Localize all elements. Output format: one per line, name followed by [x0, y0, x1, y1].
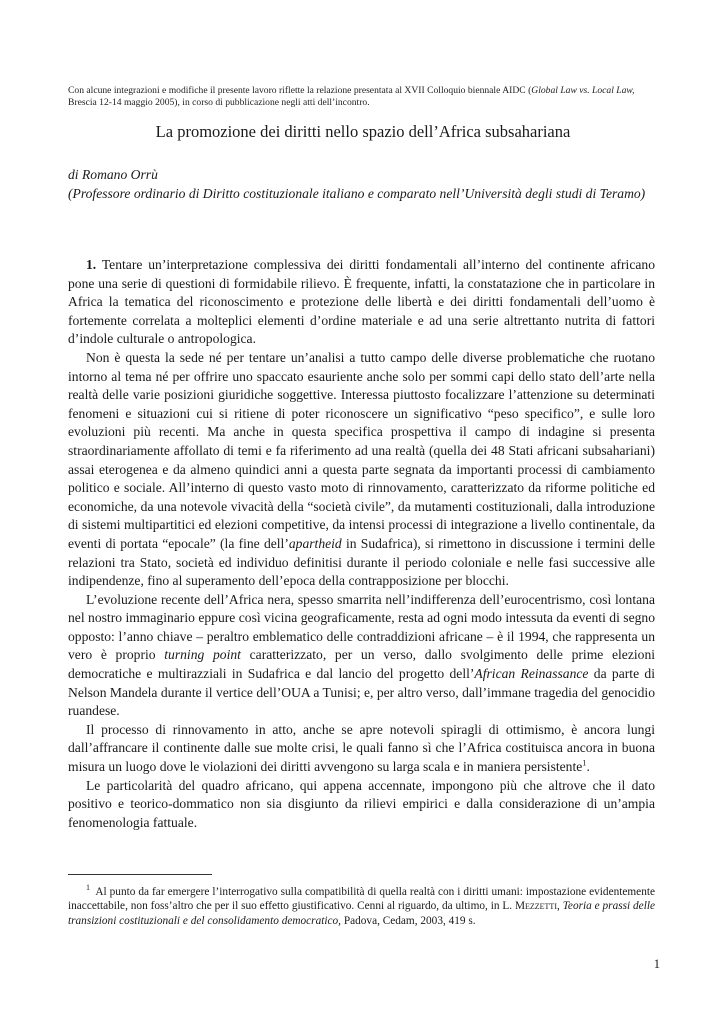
paragraph-3-text-end: da parte di Nelson Mandela durante il vertice dell’OUA a Tunisi; e, per altro verso, dall’immane tragedia del genocidio ruandese. [68, 666, 656, 719]
paragraph-4-text-end: . [586, 759, 590, 775]
header-note-text: Con alcune integrazioni e modifiche il presente lavoro riflette la relazione presentata al XVII Colloquio biennale AIDC ( [68, 85, 532, 96]
header-note-italic: Global Law vs. Local Law, [531, 85, 635, 96]
page-number: 1 [653, 957, 660, 971]
paragraph-3-text: L’evoluzione recente dell’Africa nera, spesso smarrita nell’indifferenza dell’eurocentrismo, così lontana nel nostro immaginario eppure così vicina geograficamente, resta ad ogni modo intessuta da eventi di segno opposto: l’anno chiave – peraltro emblematico delle contraddizioni africane – è il 1994, che rappresenta un vero è proprio [68, 591, 655, 663]
paragraph-4 [68, 721, 655, 777]
paragraph-3-italic-2: African Reinassance [474, 666, 589, 682]
section-number: 1. [86, 257, 97, 272]
body-text [68, 256, 655, 832]
paragraph-2-text: Non è questa la sede né per tentare un’analisi a tutto campo delle diverse problematiche che ruotano intorno al tema né per offrire uno spaccato esauriente anche solo per sommi capi dello stato dell’arte nella realtà delle varie posizioni giuridiche soggettive. Interessa piuttosto focalizzare l’attenzione su determinati fenomeni e situazioni cui si ritiene di poter riconoscere un significativo “peso specifico”, e sulle loro evoluzioni più recenti. Ma anche in questa specifica prospettiva il campo di indagine si presenta straordinariamente affollato di temi e fa riferimento ad una realtà (quella dei 48 Stati africani subsahariani) assai eterogenea e da almeno quindici anni a questa parte segnata da importanti processi di cambiamento politico e sociale. All’interno di questo vasto moto di rinnovamento, caratterizzato da riforme politiche ed economiche, da una notevole vivacità della “società civile”, da mutamenti costituzionali, dalla introduzione di sistemi multipartitici ed elezioni competitive, da intensi processi di integrazione a livello continentale, da eventi di portata “epocale” (la fine dell’ [68, 349, 655, 551]
author-affiliation: (Professore ordinario di Diritto costituzionale italiano e comparato nell’Università degli studi di Teramo) [68, 185, 646, 201]
paragraph-1-text: Tentare un’interpretazione complessiva dei diritti fondamentali all’interno del continente africano pone una serie di questioni di formidabile rilievo. È frequente, infatti, la constatazione che in particolare in Africa la tematica del riconoscimento e protezione delle libertà e dei diritti fondamentali dell’uomo è fortemente correlata a molteplici elementi d’ordine materiale e ad una serie altrettanto nutrita di fattori d’indole culturale o antropologica. [68, 257, 655, 347]
footnote-text-end: , Padova, Cedam, 2003, 419 s. [338, 914, 476, 927]
paragraph-2 [68, 349, 655, 591]
footnote-1 [68, 885, 655, 928]
paragraph-2-italic: apartheid [288, 535, 342, 551]
author-block [68, 166, 658, 203]
author-byline: di Romano Orrù [68, 167, 158, 182]
footnote-book-title: Teoria e prassi delle transizioni costituzionali e del consolidamento democratico [68, 900, 655, 927]
paragraph-3 [68, 591, 655, 721]
paragraph-3-italic-1: turning point [164, 647, 241, 663]
paragraph-5 [68, 777, 655, 833]
document-title: La promozione dei diritti nello spazio dell’Africa subsahariana [155, 122, 571, 141]
footnote-text: Al punto da far emergere l’interrogativo sulla compatibilità di quella realtà con i diritti umani: impostazione evidentemente inaccettabile, non foss’altro che per il suo effetto giustificativo. Cenni al riguardo, da ultimo, in L. [68, 886, 655, 913]
header-note-text-end: Brescia 12-14 maggio 2005), in corso di pubblicazione negli atti dell’incontro. [68, 97, 370, 108]
footnote-reference[interactable]: 1 [582, 757, 587, 768]
footnote-divider [68, 874, 212, 875]
footnote-text-sep: , [556, 900, 563, 913]
paragraph-3-text-mid: caratterizzato, per un verso, dallo svolgimento delle prime elezioni democratiche e multirazziali in Sudafrica e dal lancio del progetto dell’ [68, 647, 656, 682]
paragraph-4-text: Il processo di rinnovamento in atto, anche se apre notevoli spiragli di ottimismo, è ancora lungi dall’affrancare il continente dalle sue molte crisi, le quali fanno sì che l’Africa costituisca ancora in buona misura un luogo dove le violazioni dei diritti avvengono su larga scala e in maniera persistente [68, 721, 655, 775]
paragraph-2-text-end: in Sudafrica), si rimettono in discussione i termini delle relazioni tra Stato, società ed individuo definitisi durante il periodo coloniale e nelle fasi successive alle indipendenze, fino al superamento dell’epoca della contrapposizione per blocchi. [68, 535, 655, 589]
footnote-mark: 1 [86, 883, 90, 893]
header-note [68, 85, 658, 109]
footnote-author: Mezzetti [514, 900, 557, 913]
paragraph-5-text: Le particolarità del quadro africano, qui appena accennate, impongono più che altrove che il dato positivo e teorico-dommatico non sia disgiunto da rilievi empirici e dalla considerazione di un’ampia fenomenologia fattuale. [68, 777, 655, 830]
paragraph-1 [68, 256, 655, 349]
